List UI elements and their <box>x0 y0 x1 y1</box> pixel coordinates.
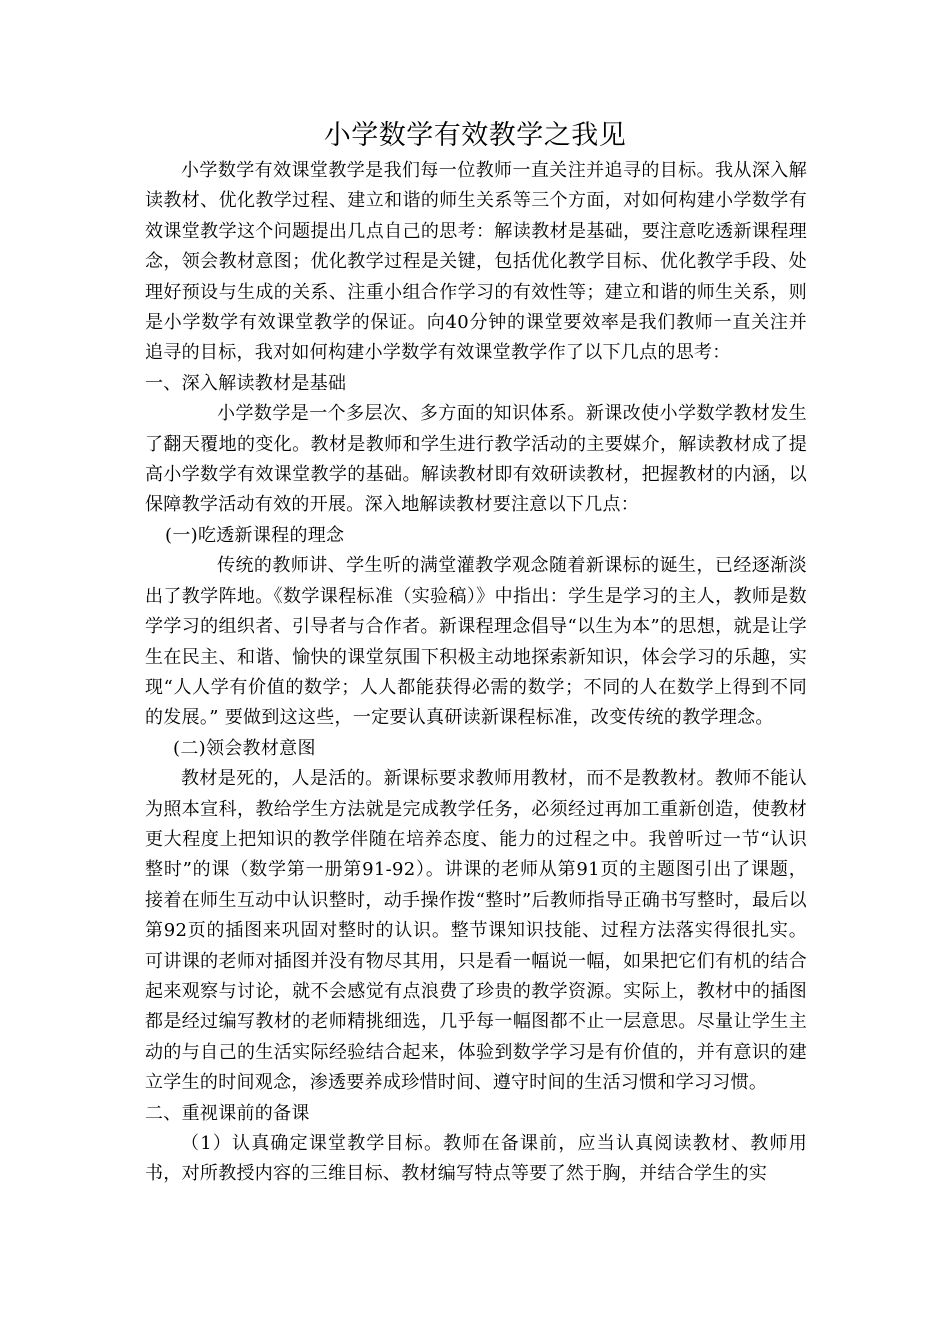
intro-paragraph: 小学数学有效课堂教学是我们每一位教师一直关注并追寻的目标。我从深入解读教材、优化教学过程、建立和谐的师生关系等三个方面，对如何构建小学数学有效课堂教学这个问题提出几点自己的思考：解读教材是基础，要注意吃透新课程理念，领会教材意图；优化教学过程是关键，包括优化教学目标、优化教学手段、处理好预设与生成的关系、注重小组合作学习的有效性等；建立和谐的师生关系，则是小学数学有效课堂教学的保证。向40分钟的课堂要效率是我们教师一直关注并追寻的目标，我对如何构建小学数学有效课堂教学作了以下几点的思考： <box>145 160 807 364</box>
subsection-heading-1: (一)吃透新课程的理念 <box>165 524 345 546</box>
subsection-2-paragraph: 教材是死的，人是活的。新课标要求教师用教材，而不是教教材。教师不能认为照本宣科，教给学生方法就是完成教学任务，必须经过再加工重新创造，使教材更大程度上把知识的教学伴随在培养态度、能力的过程之中。我曾听过一节“认识整时”的课（数学第一册第91-92）。讲课的老师从第91页的主题图引出了课题，接着在师生互动中认识整时，动手操作拨“整时”后教师指导正确书写整时，最后以第92页的插图来巩固对整时的认识。整节课知识技能、过程方法落实得很扎实。可讲课的老师对插图并没有物尽其用，只是看一幅说一幅，如果把它们有机的结合起来观察与讨论，就不会感觉有点浪费了珍贵的教学资源。实际上，教材中的插图都是经过编写教材的老师精挑细选，几乎每一幅图都不止一层意思。尽量让学生主动的与自己的生活实际经验结合起来，体验到数学学习是有价值的，并有意识的建立学生的时间观念，渗透要养成珍惜时间、遵守时间的生活习惯和学习习惯。 <box>145 768 807 1094</box>
subsection-heading-2: (二)领会教材意图 <box>173 737 316 759</box>
section-2-paragraph: （1）认真确定课堂教学目标。教师在备课前，应当认真阅读教材、教师用书，对所教授内容的三维目标、教材编写特点等要了然于胸，并结合学生的实 <box>145 1133 807 1185</box>
section-heading-1: 一、深入解读教材是基础 <box>145 372 347 394</box>
subsection-1-paragraph: 传统的教师讲、学生听的满堂灌教学观念随着新课标的诞生，已经逐渐淡出了教学阵地。《数学课程标准（实验稿）》中指出：学生是学习的主人，教师是数学学习的组织者、引导者与合作者。新课程理念倡导“以生为本”的思想，就是让学生在民主、和谐、愉快的课堂氛围下积极主动地探索新知识，体会学习的乐趣，实现“人人学有价值的数学；人人都能获得必需的数学；不同的人在数学上得到不同的发展。” 要做到这这些，一定要认真研读新课程标准，改变传统的教学理念。 <box>145 555 807 729</box>
document-title: 小学数学有效教学之我见 <box>323 120 627 151</box>
document-body <box>145 156 807 1190</box>
section-heading-2: 二、重视课前的备课 <box>145 1102 310 1124</box>
section-1-paragraph: 小学数学是一个多层次、多方面的知识体系。新课改使小学数学教材发生了翻天覆地的变化。教材是教师和学生进行教学活动的主要媒介，解读教材成了提高小学数学有效课堂教学的基础。解读教材即有效研读教材，把握教材的内涵，以保障教学活动有效的开展。深入地解读教材要注意以下几点： <box>145 403 807 516</box>
